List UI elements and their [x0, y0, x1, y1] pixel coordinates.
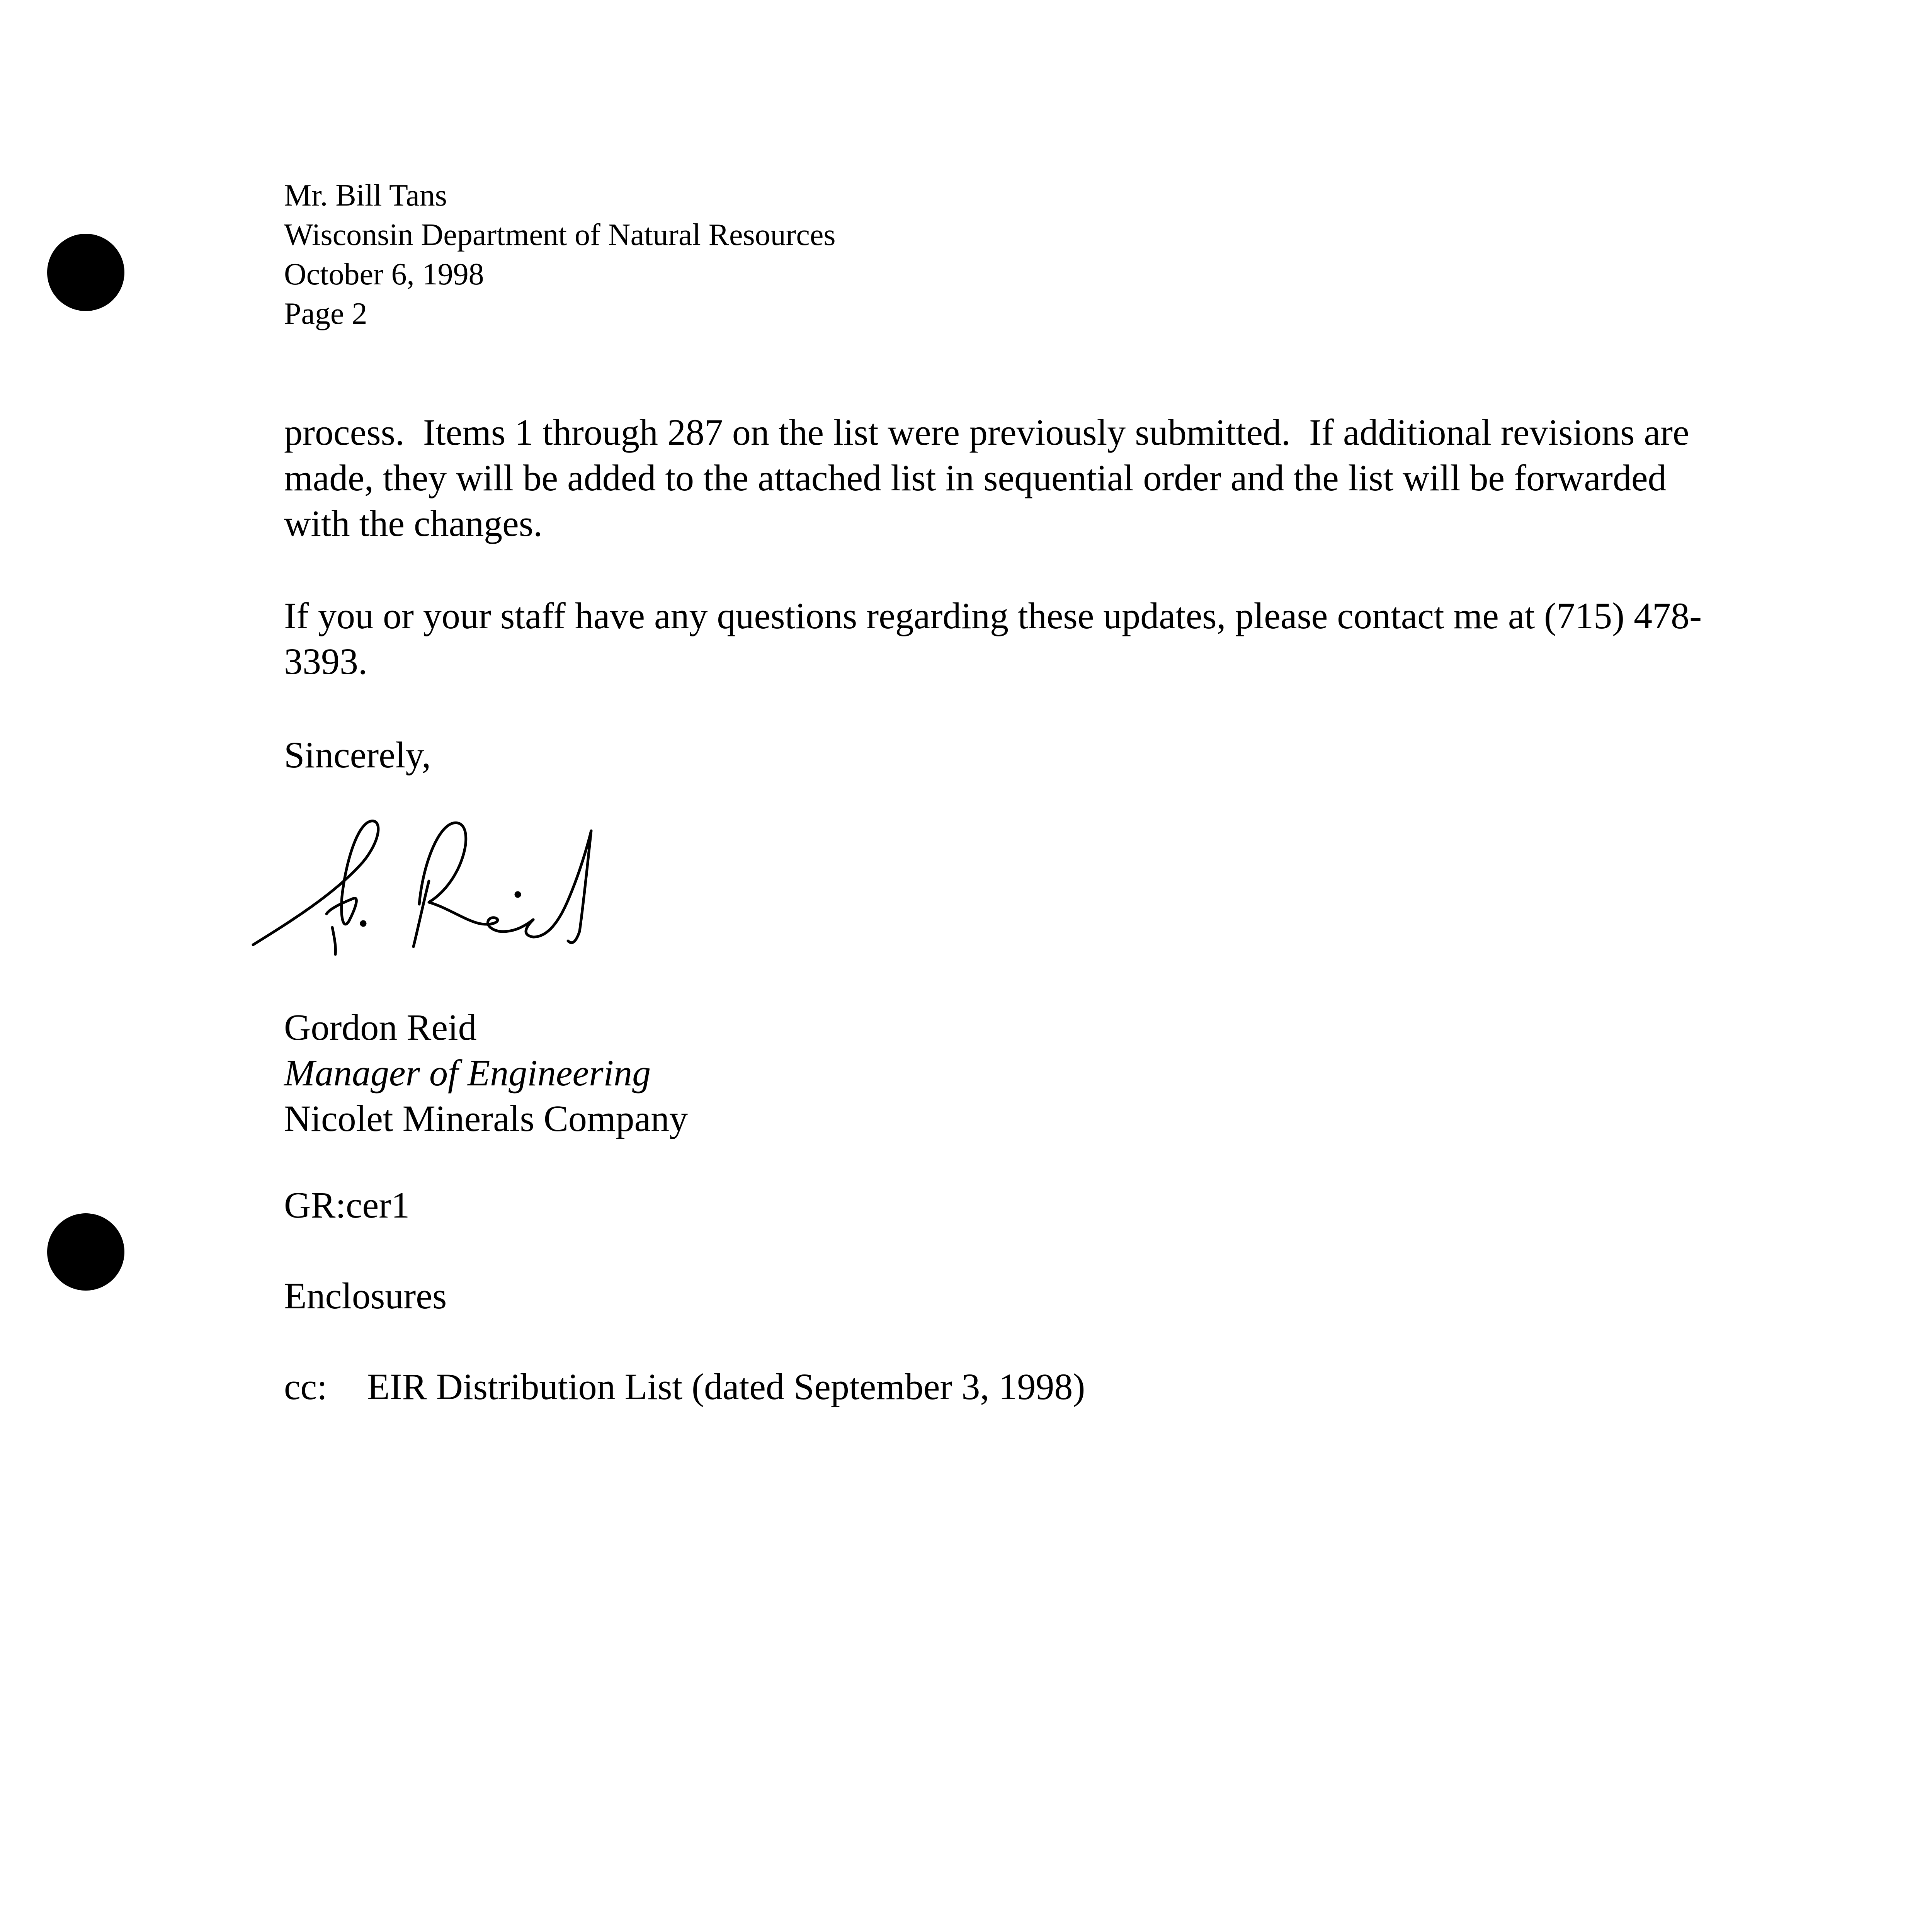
letter-date: October 6, 1998	[284, 257, 484, 291]
cc-line	[284, 1364, 1085, 1410]
enclosures-note: Enclosures	[284, 1275, 447, 1316]
body-paragraph-2: If you or your staff have any questions regarding these updates, please contact me at (715) 478-3393.	[284, 595, 1702, 682]
signature-block	[284, 1005, 688, 1141]
recipient-organization: Wisconsin Department of Natural Resources	[284, 218, 836, 252]
signer-title: Manager of Engineering	[284, 1052, 651, 1094]
body-paragraph-1: process. Items 1 through 287 on the list were previously submitted. If additional revisions are made, they will be added to the attached list in sequential order and the list will be forwarded with the changes.	[284, 412, 1699, 544]
recipient-name: Mr. Bill Tans	[284, 179, 447, 213]
page-number: Page 2	[284, 297, 367, 331]
cc-recipients: EIR Distribution List (dated September 3, 1998)	[367, 1366, 1085, 1407]
signer-company: Nicolet Minerals Company	[284, 1098, 688, 1139]
signer-name: Gordon Reid	[284, 1007, 477, 1048]
punch-hole-top	[47, 234, 124, 311]
punch-hole-middle	[47, 1213, 124, 1291]
letter-header	[284, 176, 835, 333]
reference-initials: GR:cer1	[284, 1184, 410, 1226]
cc-label: cc:	[284, 1366, 327, 1407]
closing: Sincerely,	[284, 734, 431, 776]
handwritten-signature	[247, 804, 611, 966]
